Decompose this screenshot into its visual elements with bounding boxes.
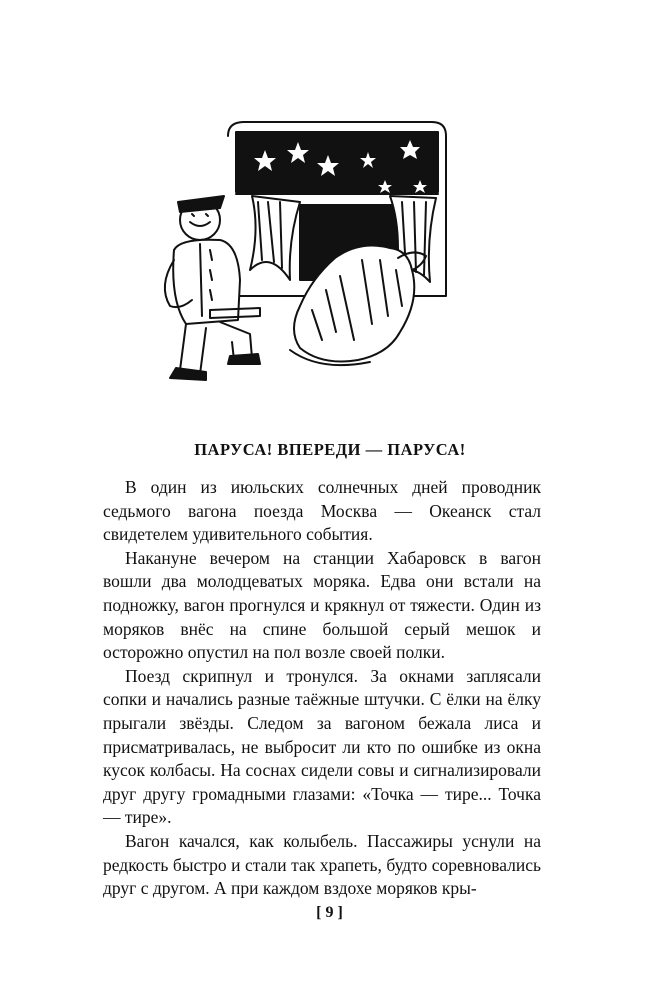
paragraph: Накануне вечером на станции Хабаровск в вагон вошли два молодцеватых моряка. Едва они встали на подножку, вагон прогнулся и крякнул от тяжести. Один из моряков внёс на спине большой серый мешок и осторожно опустил на пол возле своей полки. bbox=[103, 547, 541, 663]
paragraph: Вагон качался, как колыбель. Пассажиры уснули на редкость быстро и стали так храпеть, будто соревновались друг с другом. А при каждом вздохе моряков кры- bbox=[103, 830, 541, 899]
sailor-legs bbox=[180, 322, 252, 374]
paragraph: В один из июльских солнечных дней проводник седьмого вагона поезда Москва — Океанск стал свидетелем удивительного события. bbox=[103, 477, 541, 545]
sailor-body bbox=[173, 240, 240, 324]
illustration-sailor-in-train bbox=[140, 110, 460, 420]
chapter-title: ПАРУСА! ВПЕРЕДИ — ПАРУСА! bbox=[194, 440, 466, 459]
paragraph: Поезд скрипнул и тронулся. За окнами заплясали сопки и начались разные таёжные штучки. С ёлки на ёлку прыгали звёзды. Следом за вагоном бежала лиса и присматривалась, не выбросит ли кто по ошибке из окна кусок колбасы. На соснах сидели совы и сигнализировали друг другу громадными глазами: «Точка — тире... Точка — тире». bbox=[103, 665, 541, 828]
page-number: [ 9 ] bbox=[316, 904, 343, 921]
sailor-boots bbox=[170, 354, 260, 380]
body-text bbox=[103, 476, 541, 901]
